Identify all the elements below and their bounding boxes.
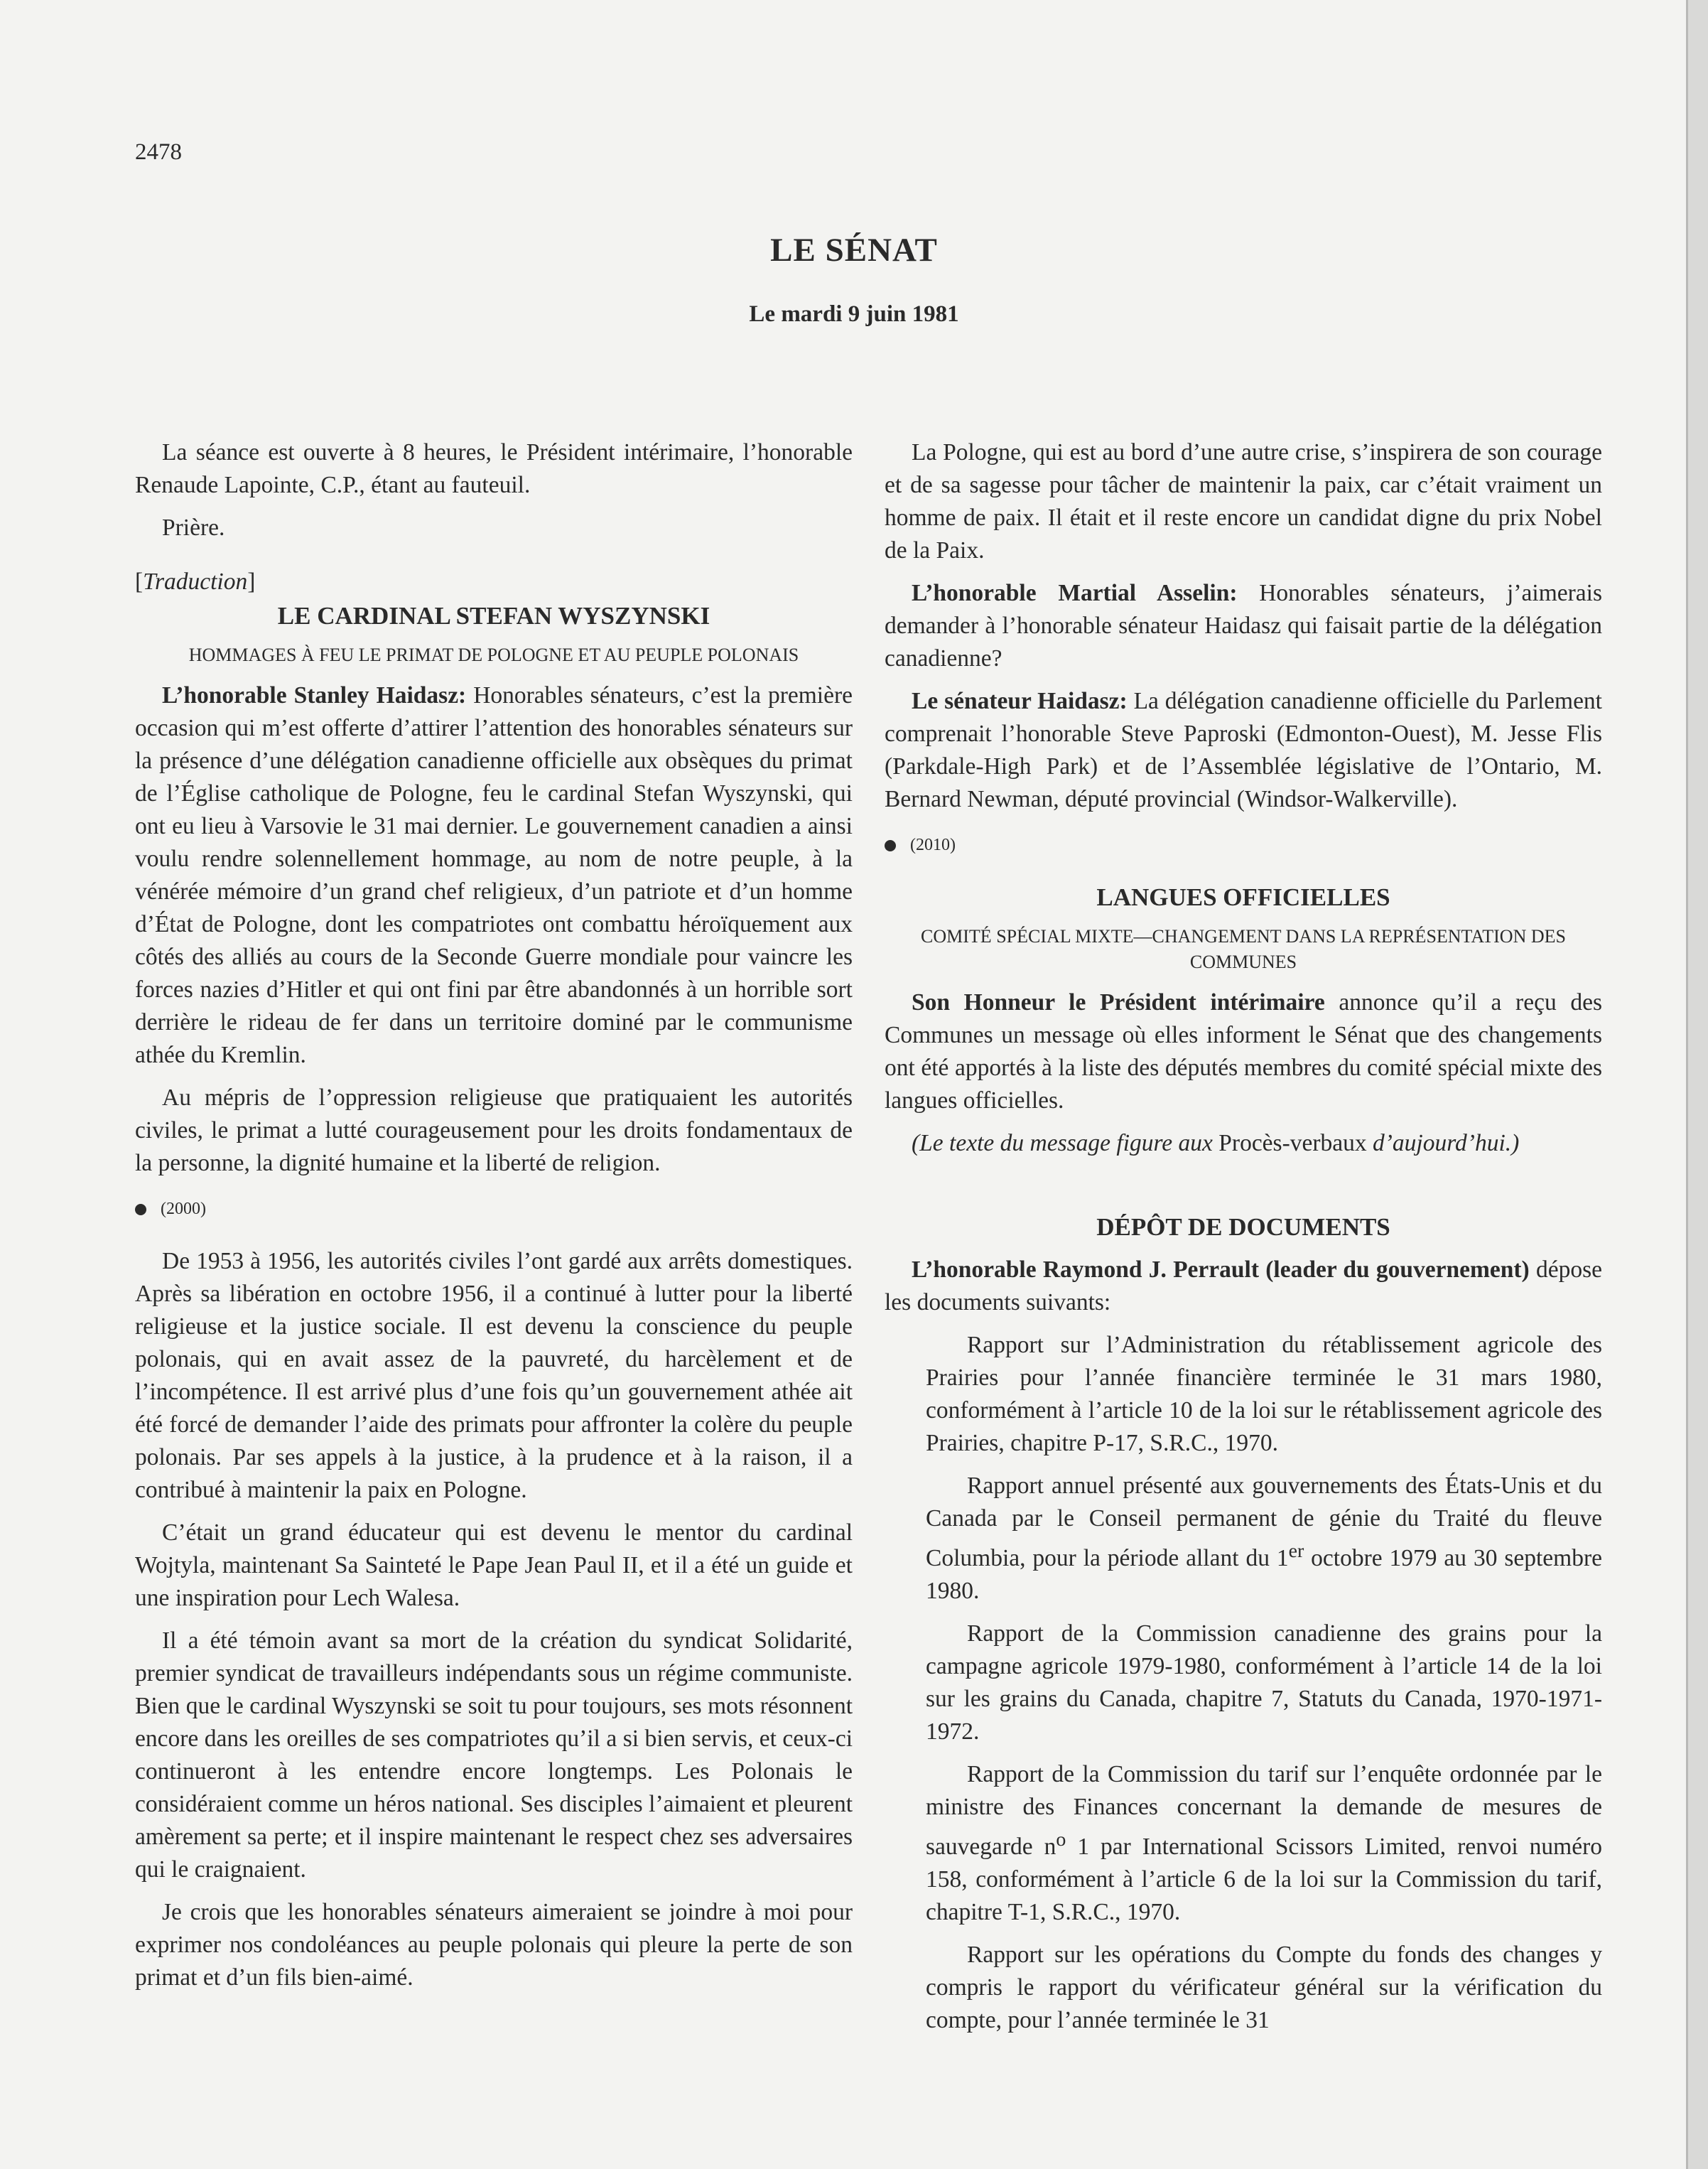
paragraph: La Pologne, qui est au bord d’une autre crise, s’inspirera de son courage et de sa sagesse pour tâcher de maintenir la paix, car c’était vraiment un homme de paix. Il était et il reste encore un candidat digne du prix Nobel de la Paix. xyxy=(885,439,1602,564)
section-subheading-hommages: HOMMAGES À FEU LE PRIMAT DE POLOGNE ET AU PEUPLE POLONAIS xyxy=(188,645,799,665)
speaker-name: Le sénateur Haidasz: xyxy=(912,688,1128,714)
paragraph: Au mépris de l’oppression religieuse que pratiquaient les autorités civiles, le primat a lutté courageusement pour les droits fondamentaux de la personne, la dignité humaine et la liberté de religion. xyxy=(135,1084,853,1176)
bullet-dot-icon xyxy=(885,840,896,851)
page-number: 2478 xyxy=(135,139,182,165)
speech-text: Honorables sénateurs, c’est la première occasion qui m’est offerte d’attirer l’attention des honorables sénateurs sur la présence d’une délégation canadienne officielle aux obsèques du primat de l’Église catholique de Pologne, feu le cardinal Stefan Wyszynski, qui ont eu lieu à Varsovie le 31 mai dernier. Le gouvernement canadien a ainsi voulu rendre solennellement hommage, au nom de notre peuple, à la vénérée mémoire d’un grand chef religieux, d’un patriote et d’un homme d’État de Pologne, dont les compatriotes ont combattu héroïquement aux côtés des alliés au cours de la Seconde Guerre mondiale pour vaincre les forces nazies d’Hitler et qui ont fini par être abandonnés à un horrible sort derrière le rideau de fer dans un territoire dominé par le communisme athée du Kremlin. xyxy=(135,682,853,1068)
right-column xyxy=(885,436,1602,2047)
speech-text: annonce qu’il a reçu des Communes un message où elles informent le Sénat que des changements ont été apportés à la liste des députés membres du comité spécial mixte des langues officielles. xyxy=(885,989,1603,1114)
time-marker-text: (2000) xyxy=(161,1200,206,1218)
speaker-name: L’honorable Raymond J. Perrault (leader du gouvernement) xyxy=(912,1256,1530,1283)
speech-text: Honorables sénateurs, j’aimerais demander à l’honorable sénateur Haidasz qui faisait partie de la délégation canadienne? xyxy=(885,580,1602,672)
speaker-name: L’honorable Martial Asselin: xyxy=(912,580,1238,606)
section-heading-langues: LANGUES OFFICIELLES xyxy=(1096,883,1390,911)
speech-president xyxy=(885,986,1602,1117)
paragraph: C’était un grand éducateur qui est devenu le mentor du cardinal Wojtyla, maintenant Sa Sainteté le Pape Jean Paul II, et il a été un guide et une inspiration pour Lech Walesa. xyxy=(135,1519,853,1611)
document-item: Rapport annuel présenté aux gouvernements des États-Unis et du Canada par le Conseil permanent de génie du Traité du fleuve Columbia, pour la période allant du 1er octobre 1979 au 30 septembre 1980. xyxy=(926,1473,1603,1605)
speech-haidasz-reply xyxy=(885,685,1602,816)
left-column xyxy=(135,436,853,2004)
paragraph: Je crois que les honorables sénateurs aimeraient se joindre à moi pour exprimer nos condoléances au peuple polonais qui pleure la perte de son primat et d’un fils bien-aimé. xyxy=(135,1899,853,1991)
section-heading-cardinal: LE CARDINAL STEFAN WYSZYNSKI xyxy=(277,602,710,630)
speaker-name: L’honorable Stanley Haidasz: xyxy=(162,682,467,709)
page-title: LE SÉNAT xyxy=(770,232,938,269)
document-item: Rapport de la Commission canadienne des grains pour la campagne agricole 1979-1980, conformément à l’article 14 de la loi sur les grains du Canada, chapitre 7, Statuts du Canada, 1970-1971-1972. xyxy=(926,1620,1602,1745)
translation-tag: [Traduction] xyxy=(135,569,256,595)
bullet-dot-icon xyxy=(135,1204,146,1215)
time-marker-text: (2010) xyxy=(910,836,956,854)
time-marker xyxy=(885,834,1602,856)
document-item: Rapport de la Commission du tarif sur l’enquête ordonnée par le ministre des Finances concernant la demande de mesures de sauvegarde $n^o$ 1 par International Scissors Limited, renvoi numéro 158, conformément à l’article 6 de la loi sur la Commission du tarif, chapitre T-1, S.R.C., 1970. xyxy=(926,1761,1602,1926)
speech-text: La délégation canadienne officielle du Parlement comprenait l’honorable Steve Paproski (Edmonton-Ouest), M. Jesse Flis (Parkdale-High Park) et de l’Assemblée législative de l’Ontario, M. Bernard Newman, député provincial (Windsor-Walkerville). xyxy=(885,688,1602,812)
speech-text: dépose les documents suivants: xyxy=(885,1256,1602,1315)
sitting-date: Le mardi 9 juin 1981 xyxy=(749,301,959,327)
message-note: (Le texte du message figure aux Procès-verbaux d’aujourd’hui.) xyxy=(912,1130,1520,1156)
opening-paragraph: La séance est ouverte à 8 heures, le Président intérimaire, l’honorable Renaude Lapointe, C.P., étant au fauteuil. xyxy=(135,439,853,498)
translation-tag-text: Traduction xyxy=(143,569,248,595)
speaker-name: Son Honneur le Président intérimaire xyxy=(912,989,1325,1016)
speech-haidasz xyxy=(135,679,853,1072)
document-item: Rapport sur les opérations du Compte du fonds des changes y compris le rapport du vérificateur général sur la vérification du compte, pour l’année terminée le 31 xyxy=(926,1942,1602,2034)
section-heading-depot: DÉPÔT DE DOCUMENTS xyxy=(1096,1213,1390,1241)
document-item: Rapport sur l’Administration du rétablissement agricole des Prairies pour l’année financière terminée le 31 mars 1980, conformément à l’article 10 de la loi sur le rétablissement agricole des Prairies, chapitre P-17, S.R.C., 1970. xyxy=(926,1332,1602,1456)
time-marker xyxy=(135,1198,853,1220)
speech-perrault xyxy=(885,1254,1602,1319)
prayer: Prière. xyxy=(162,515,225,541)
section-subheading-comite: COMITÉ SPÉCIAL MIXTE—CHANGEMENT DANS LA REPRÉSENTATION DES COMMUNES xyxy=(921,926,1566,972)
speech-asselin xyxy=(885,577,1602,675)
paragraph: Il a été témoin avant sa mort de la création du syndicat Solidarité, premier syndicat de travailleurs indépendants sous un régime communiste. Bien que le cardinal Wyszynski se soit tu pour toujours, ses mots résonnent encore dans les oreilles de ses compatriotes qu’il a si bien servis, et ceux-ci continueront à les entendre encore longtemps. Les Polonais le considéraient comme un héros national. Ses disciples l’aimaient et pleurent amèrement sa perte; et il inspire maintenant le respect chez ses adversaires qui le craignaient. xyxy=(135,1627,853,1883)
paragraph: De 1953 à 1956, les autorités civiles l’ont gardé aux arrêts domestiques. Après sa libération en octobre 1956, il a continué à lutter pour la liberté religieuse et la justice sociale. Il est devenu la conscience du peuple polonais, qui en avait assez de la pauvreté, du harcèlement et de l’incompétence. Il est arrivé plus d’une fois qu’un gouvernement athée ait été forcé de demander l’aide des primats pour affronter la colère du peuple polonais. Par ses appels à la justice, à la prudence et à la raison, il a contribué à maintenir la paix en Pologne. xyxy=(135,1248,853,1503)
